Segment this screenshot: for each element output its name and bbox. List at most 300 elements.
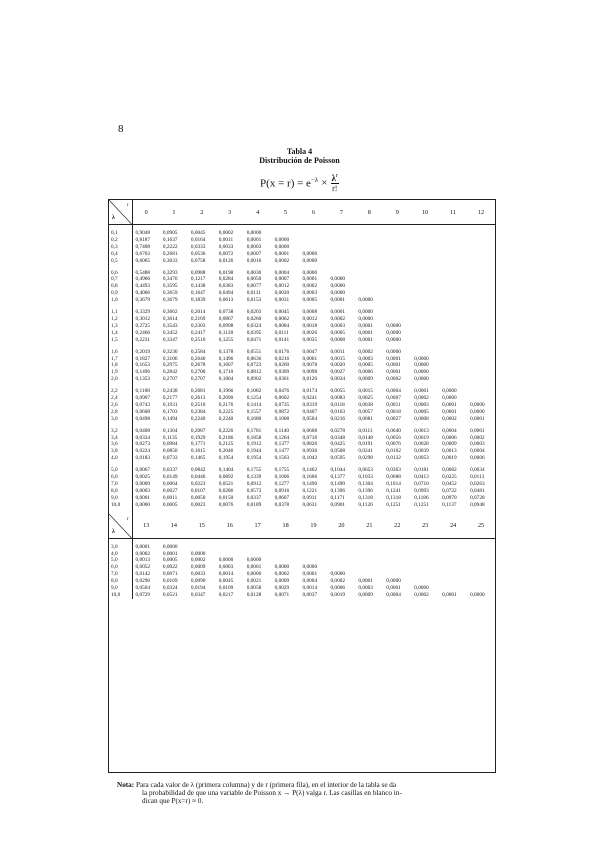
column-header: 20 [327,514,355,539]
probability-cell: 0,0476 [274,388,290,395]
probability-cell: 0,0842 [190,467,206,474]
probability-cell: 0,1615 [190,448,206,455]
lambda-cell: 1,2 [109,316,132,323]
probability-cell [411,551,439,558]
probability-cell: 0,0001 [386,585,401,592]
probability-cell: 0,1637 [162,236,178,243]
lambda-cell: 7,0 [109,481,132,488]
column-header: 9 [383,200,411,225]
probability-cell [467,395,495,402]
probability-cell: 0,0009 [135,481,151,487]
probability-cell [467,258,495,265]
probability-cell: 0,0176 [274,348,290,355]
probability-cell: 0,0347 [190,591,206,598]
lambda-cell: 1,6 [109,349,132,356]
probability-cell: 0,1251 [414,501,429,508]
formula-denominator: r! [332,184,338,193]
probability-cell: 0,0191 [358,441,373,448]
probability-cell: 0,0003 [302,290,318,297]
probability-cell [439,276,467,283]
probability-cell [355,270,383,277]
lambda-cell: 3,0 [109,544,132,551]
probability-cell: 0,1944 [246,448,262,455]
probability-cell [411,330,439,337]
probability-cell [411,290,439,297]
probability-cell [439,349,467,356]
probability-cell: 0,0141 [274,336,290,343]
probability-cell: 0,0002 [414,395,429,402]
probability-cell: 0,0150 [218,494,234,501]
probability-cell: 0,1378 [218,348,234,355]
probability-cell: 0,0000 [442,388,457,395]
probability-cell [355,551,383,558]
probability-cell: 0,0001 [358,578,373,585]
probability-cell: 0,2842 [162,369,178,376]
probability-cell: 0,1137 [442,501,457,508]
column-header: 5 [272,200,300,225]
probability-cell: 0,7408 [135,243,151,250]
probability-cell: 0,0003 [246,243,262,250]
probability-cell: 0,0407 [302,408,318,415]
probability-cell: 0,1954 [218,455,234,462]
probability-cell: 0,0498 [135,415,151,422]
probability-cell: 0,0521 [162,591,178,598]
probability-cell: 0,0083 [330,395,346,402]
probability-cell: 0,0005 [414,408,429,415]
probability-cell: 0,0050 [246,276,262,283]
lambda-cell: 1,9 [109,369,132,376]
probability-cell: 0,0000 [190,550,206,557]
probability-cell: 0,0002 [442,415,457,422]
probability-cell [411,276,439,283]
probability-cell [467,251,495,258]
probability-cell: 0,0007 [246,250,262,257]
probability-cell: 0,1606 [274,474,290,481]
table-row [109,402,495,409]
probability-cell [300,544,328,551]
probability-cell: 0,0319 [302,401,318,408]
probability-cell [439,376,467,383]
probability-cell: 0,0000 [246,557,262,564]
column-header: 12 [467,200,495,225]
probability-cell: 0,0812 [246,369,262,376]
probability-cell: 0,0000 [330,276,346,283]
probability-cell: 0,4493 [135,283,151,290]
header-row [109,514,495,539]
table-row [109,337,495,344]
probability-cell: 0,0716 [302,434,318,441]
lambda-cell: 3,0 [109,416,132,423]
probability-cell: 0,0000 [274,564,290,571]
probability-cell: 0,0504 [135,585,151,592]
probability-cell: 0,2090 [218,395,234,402]
lambda-cell: 3,6 [109,441,132,448]
probability-cell: 0,0000 [302,257,318,264]
probability-cell: 0,0084 [274,322,290,329]
probability-cell: 0,0008 [330,336,346,343]
probability-cell: 0,0631 [302,501,318,508]
probability-cell: 0,0872 [274,408,290,415]
probability-cell: 0,2725 [135,322,151,329]
column-header: 6 [300,200,328,225]
lambda-cell: 3,8 [109,448,132,455]
probability-cell: 0,0003 [470,441,485,448]
probability-cell: 0,0324 [162,585,178,592]
probability-cell: 0,0174 [302,388,318,395]
probability-cell: 0,0111 [274,329,289,336]
probability-cell: 0,1318 [386,494,401,501]
lambda-cell: 0,2 [109,237,132,244]
probability-cell: 0,0076 [218,501,234,508]
probability-cell: 0,0309 [274,369,290,376]
probability-cell: 0,0000 [302,269,318,276]
probability-cell: 0,1082 [246,388,262,395]
probability-cell: 0,2613 [190,395,206,402]
probability-cell: 0,2231 [135,336,151,343]
probability-cell: 0,0653 [358,467,373,474]
probability-cell: 0,0029 [274,585,290,592]
probability-cell [383,244,411,251]
probability-cell: 0,0002 [135,550,151,557]
probability-cell: 0,0033 [190,571,206,578]
probability-cell: 0,0361 [274,376,290,383]
probability-cell: 0,0045 [190,230,206,236]
probability-cell: 0,0057 [358,408,373,415]
probability-cell: 0,1771 [190,441,206,448]
lambda-cell: 1,0 [109,297,132,304]
probability-cell: 0,2466 [135,329,151,336]
probability-cell: 0,1929 [190,434,206,441]
probability-cell: 0,0001 [358,329,373,336]
probability-cell: 0,0002 [274,571,290,578]
probability-cell [467,237,495,244]
probability-cell: 0,0241 [302,395,318,402]
probability-cell [411,578,439,585]
probability-cell [467,369,495,376]
probability-cell: 0,0337 [246,494,262,501]
probability-cell: 0,1607 [218,362,234,369]
probability-cell: 0,0324 [246,322,262,329]
probability-cell: 0,0850 [162,448,178,455]
probability-cell: 0,1438 [190,283,206,290]
probability-cell: 0,0001 [414,388,429,395]
probability-cell: 0,0007 [274,276,290,283]
probability-cell [439,544,467,551]
column-header: 24 [439,514,467,539]
lambda-cell: 5,0 [109,467,132,474]
probability-cell [355,571,383,578]
probability-cell: 0,0001 [246,236,262,243]
table-note [117,781,489,806]
lambda-cell: 8,0 [109,488,132,495]
probability-cell [244,551,272,558]
probability-cell: 0,0052 [135,564,151,571]
probability-cell: 0,0413 [414,474,429,481]
probability-cell [439,244,467,251]
probability-cell: 0,0001 [162,550,178,557]
probability-cell: 0,0025 [358,395,373,402]
probability-cell: 0,0003 [218,564,234,571]
probability-cell: 0,0002 [274,257,290,264]
probability-cell: 0,0118 [330,401,345,408]
probability-cell [467,330,495,337]
probability-cell: 0,0504 [302,415,318,422]
probability-cell: 0,0000 [442,395,457,402]
probability-cell [467,557,495,564]
probability-cell: 0,0002 [218,230,234,236]
lambda-cell: 9,0 [109,585,132,592]
probability-cell: 0,0020 [330,362,346,369]
probability-cell: 0,0025 [135,474,151,481]
probability-cell: 0,0722 [442,487,457,494]
probability-cell: 0,0446 [190,474,206,481]
probability-cell: 0,0278 [330,427,346,434]
probability-cell: 0,0019 [442,455,457,462]
probability-cell: 0,1954 [246,455,262,462]
probability-cell: 0,2510 [190,336,206,343]
table-row [109,316,495,323]
probability-cell: 0,0378 [274,501,290,508]
table-row [109,441,495,448]
probability-cell: 0,0000 [274,243,290,250]
probability-cell: 0,2014 [190,309,206,316]
probability-cell [383,276,411,283]
probability-cell [327,564,355,571]
probability-cell: 0,0001 [386,369,401,376]
probability-cell [467,362,495,369]
probability-cell: 0,0241 [358,448,373,455]
table-row [109,455,495,462]
probability-cell: 0,2707 [190,376,206,383]
probability-cell [383,557,411,564]
lambda-cell: 9,0 [109,495,132,502]
corner-cell [109,200,132,225]
probability-cell: 0,1557 [246,408,262,415]
column-header: 14 [160,514,188,539]
probability-cell: 0,1839 [190,297,206,304]
probability-cell: 0,0194 [190,585,206,592]
poisson-table [108,199,496,773]
probability-cell [467,323,495,330]
probability-cell [439,309,467,316]
table-row [109,283,495,290]
probability-cell [411,349,439,356]
probability-cell [467,388,495,395]
probability-cell: 0,2384 [190,408,206,415]
table-row [109,362,495,369]
probability-cell: 0,0064 [162,481,178,487]
probability-cell: 0,0826 [302,441,318,448]
probability-cell: 0,0000 [330,571,346,578]
probability-cell: 0,0056 [386,434,401,441]
probability-cell: 0,0012 [302,315,318,322]
probability-cell [383,258,411,265]
probability-cell: 0,0000 [330,283,346,290]
probability-cell [244,544,272,551]
probability-cell [327,544,355,551]
probability-cell [467,270,495,277]
probability-cell: 0,0005 [162,557,178,564]
probability-cell: 0,0153 [246,297,262,304]
probability-cell: 0,0993 [414,487,429,494]
probability-cell: 0,0905 [162,230,178,236]
probability-cell: 0,0225 [442,474,457,481]
probability-cell [439,323,467,330]
probability-cell: 0,0728 [470,494,485,501]
lambda-cell: 3,4 [109,435,132,442]
table-row [109,557,495,564]
lambda-cell: 0,6 [109,270,132,277]
lambda-cell: 0,9 [109,290,132,297]
formula-fraction [331,172,339,193]
probability-cell [300,557,328,564]
probability-cell: 0,1494 [162,415,178,422]
probability-cell: 0,0723 [246,362,262,369]
probability-cell: 0,0011 [330,348,345,355]
probability-cell: 0,3659 [162,290,178,297]
probability-cell: 0,0001 [135,543,151,550]
probability-cell: 0,0027 [162,487,178,494]
probability-cell: 0,0892 [218,474,234,481]
probability-cell: 0,0223 [190,481,206,487]
probability-cell: 0,0521 [218,481,234,487]
poisson-table-grid [109,200,495,599]
probability-cell: 0,0018 [302,322,318,329]
probability-cell [327,258,355,265]
probability-cell [300,244,328,251]
probability-cell: 0,0189 [246,501,262,508]
table-row [109,309,495,316]
probability-cell [411,544,439,551]
column-header: 13 [132,514,160,539]
poisson-formula [260,172,339,193]
table-row [109,409,495,416]
probability-cell: 0,0000 [470,408,485,415]
probability-cell: 0,1217 [190,276,206,283]
probability-cell: 0,0045 [218,578,234,585]
probability-cell [439,290,467,297]
probability-cell: 0,0907 [135,395,151,402]
probability-cell: 0,0013 [414,427,429,434]
probability-cell: 0,1680 [246,415,262,422]
table-row [109,323,495,330]
probability-cell: 0,0001 [274,250,290,257]
probability-cell: 0,2019 [135,348,151,355]
probability-cell: 0,0000 [302,250,318,257]
probability-cell: 0,2303 [190,322,206,329]
probability-cell: 0,1377 [330,474,346,481]
probability-cell: 0,1414 [246,401,262,408]
probability-cell: 0,0948 [470,501,485,508]
probability-cell: 0,3230 [162,348,178,355]
probability-cell: 0,2240 [190,415,206,422]
probability-cell [439,237,467,244]
probability-cell: 0,0006 [470,455,485,462]
probability-cell: 0,0002 [386,376,401,383]
probability-cell: 0,2681 [190,388,206,395]
probability-cell: 0,1496 [218,355,234,362]
probability-cell: 0,0071 [274,591,290,598]
probability-cell [411,283,439,290]
lambda-cell: 2,8 [109,409,132,416]
probability-cell: 0,0067 [135,467,151,474]
probability-cell: 0,0970 [442,494,457,501]
lambda-cell: 2,2 [109,388,132,395]
probability-cell: 0,1140 [274,427,289,434]
table-row [109,251,495,258]
probability-cell: 0,0098 [302,369,318,376]
probability-cell: 0,0005 [358,362,373,369]
probability-cell [411,337,439,344]
probability-cell: 0,1477 [274,448,290,455]
probability-cell: 0,2087 [190,427,206,434]
probability-cell [383,564,411,571]
probability-cell: 0,1781 [246,427,262,434]
probability-cell: 0,0002 [330,578,346,585]
probability-cell: 0,1014 [386,481,401,487]
probability-cell: 0,0710 [414,481,429,487]
column-header: 8 [355,200,383,225]
probability-cell: 0,0284 [218,276,234,283]
probability-cell [439,578,467,585]
probability-cell: 0,0006 [330,585,346,592]
probability-cell: 0,0027 [386,415,401,422]
formula-exponent: −λ [310,175,319,184]
probability-cell: 0,0120 [302,376,318,383]
probability-cell: 0,0132 [386,455,401,462]
lambda-cell: 1,5 [109,337,132,344]
probability-cell: 0,0001 [135,494,151,501]
probability-cell: 0,0936 [302,448,318,455]
page-number: 8 [118,123,124,135]
probability-cell [467,551,495,558]
probability-cell: 0,0333 [190,243,206,250]
probability-cell: 0,0916 [274,487,290,494]
probability-cell: 0,0081 [358,415,373,422]
probability-cell: 0,2125 [218,441,234,448]
probability-cell: 0,0003 [330,322,346,329]
probability-cell: 0,0001 [442,401,457,408]
probability-cell [272,551,300,558]
probability-cell: 0,0006 [442,434,457,441]
probability-cell: 0,0009 [358,376,373,383]
probability-cell: 0,1318 [358,494,373,501]
probability-cell: 0,1042 [302,455,318,462]
probability-cell: 0,0038 [358,401,373,408]
lambda-cell: 0,7 [109,276,132,283]
probability-cell [383,230,411,237]
lambda-cell: 3,2 [109,428,132,435]
probability-cell [467,544,495,551]
probability-cell [383,270,411,277]
table-row [109,356,495,363]
probability-cell: 0,0001 [442,408,457,415]
probability-cell: 0,0395 [246,329,262,336]
probability-cell: 0,0003 [135,487,151,494]
probability-cell: 0,0001 [442,591,457,598]
table-row [109,544,495,551]
probability-cell: 0,0072 [218,250,234,257]
probability-cell: 0,1339 [246,474,262,481]
probability-cell: 0,0055 [330,388,346,395]
probability-cell: 0,1647 [190,290,206,297]
probability-cell [439,297,467,304]
lambda-cell: 6,0 [109,474,132,481]
probability-cell: 0,0001 [330,297,346,304]
lambda-cell: 0,3 [109,244,132,251]
probability-cell: 0,2046 [218,448,234,455]
header-row [109,200,495,225]
